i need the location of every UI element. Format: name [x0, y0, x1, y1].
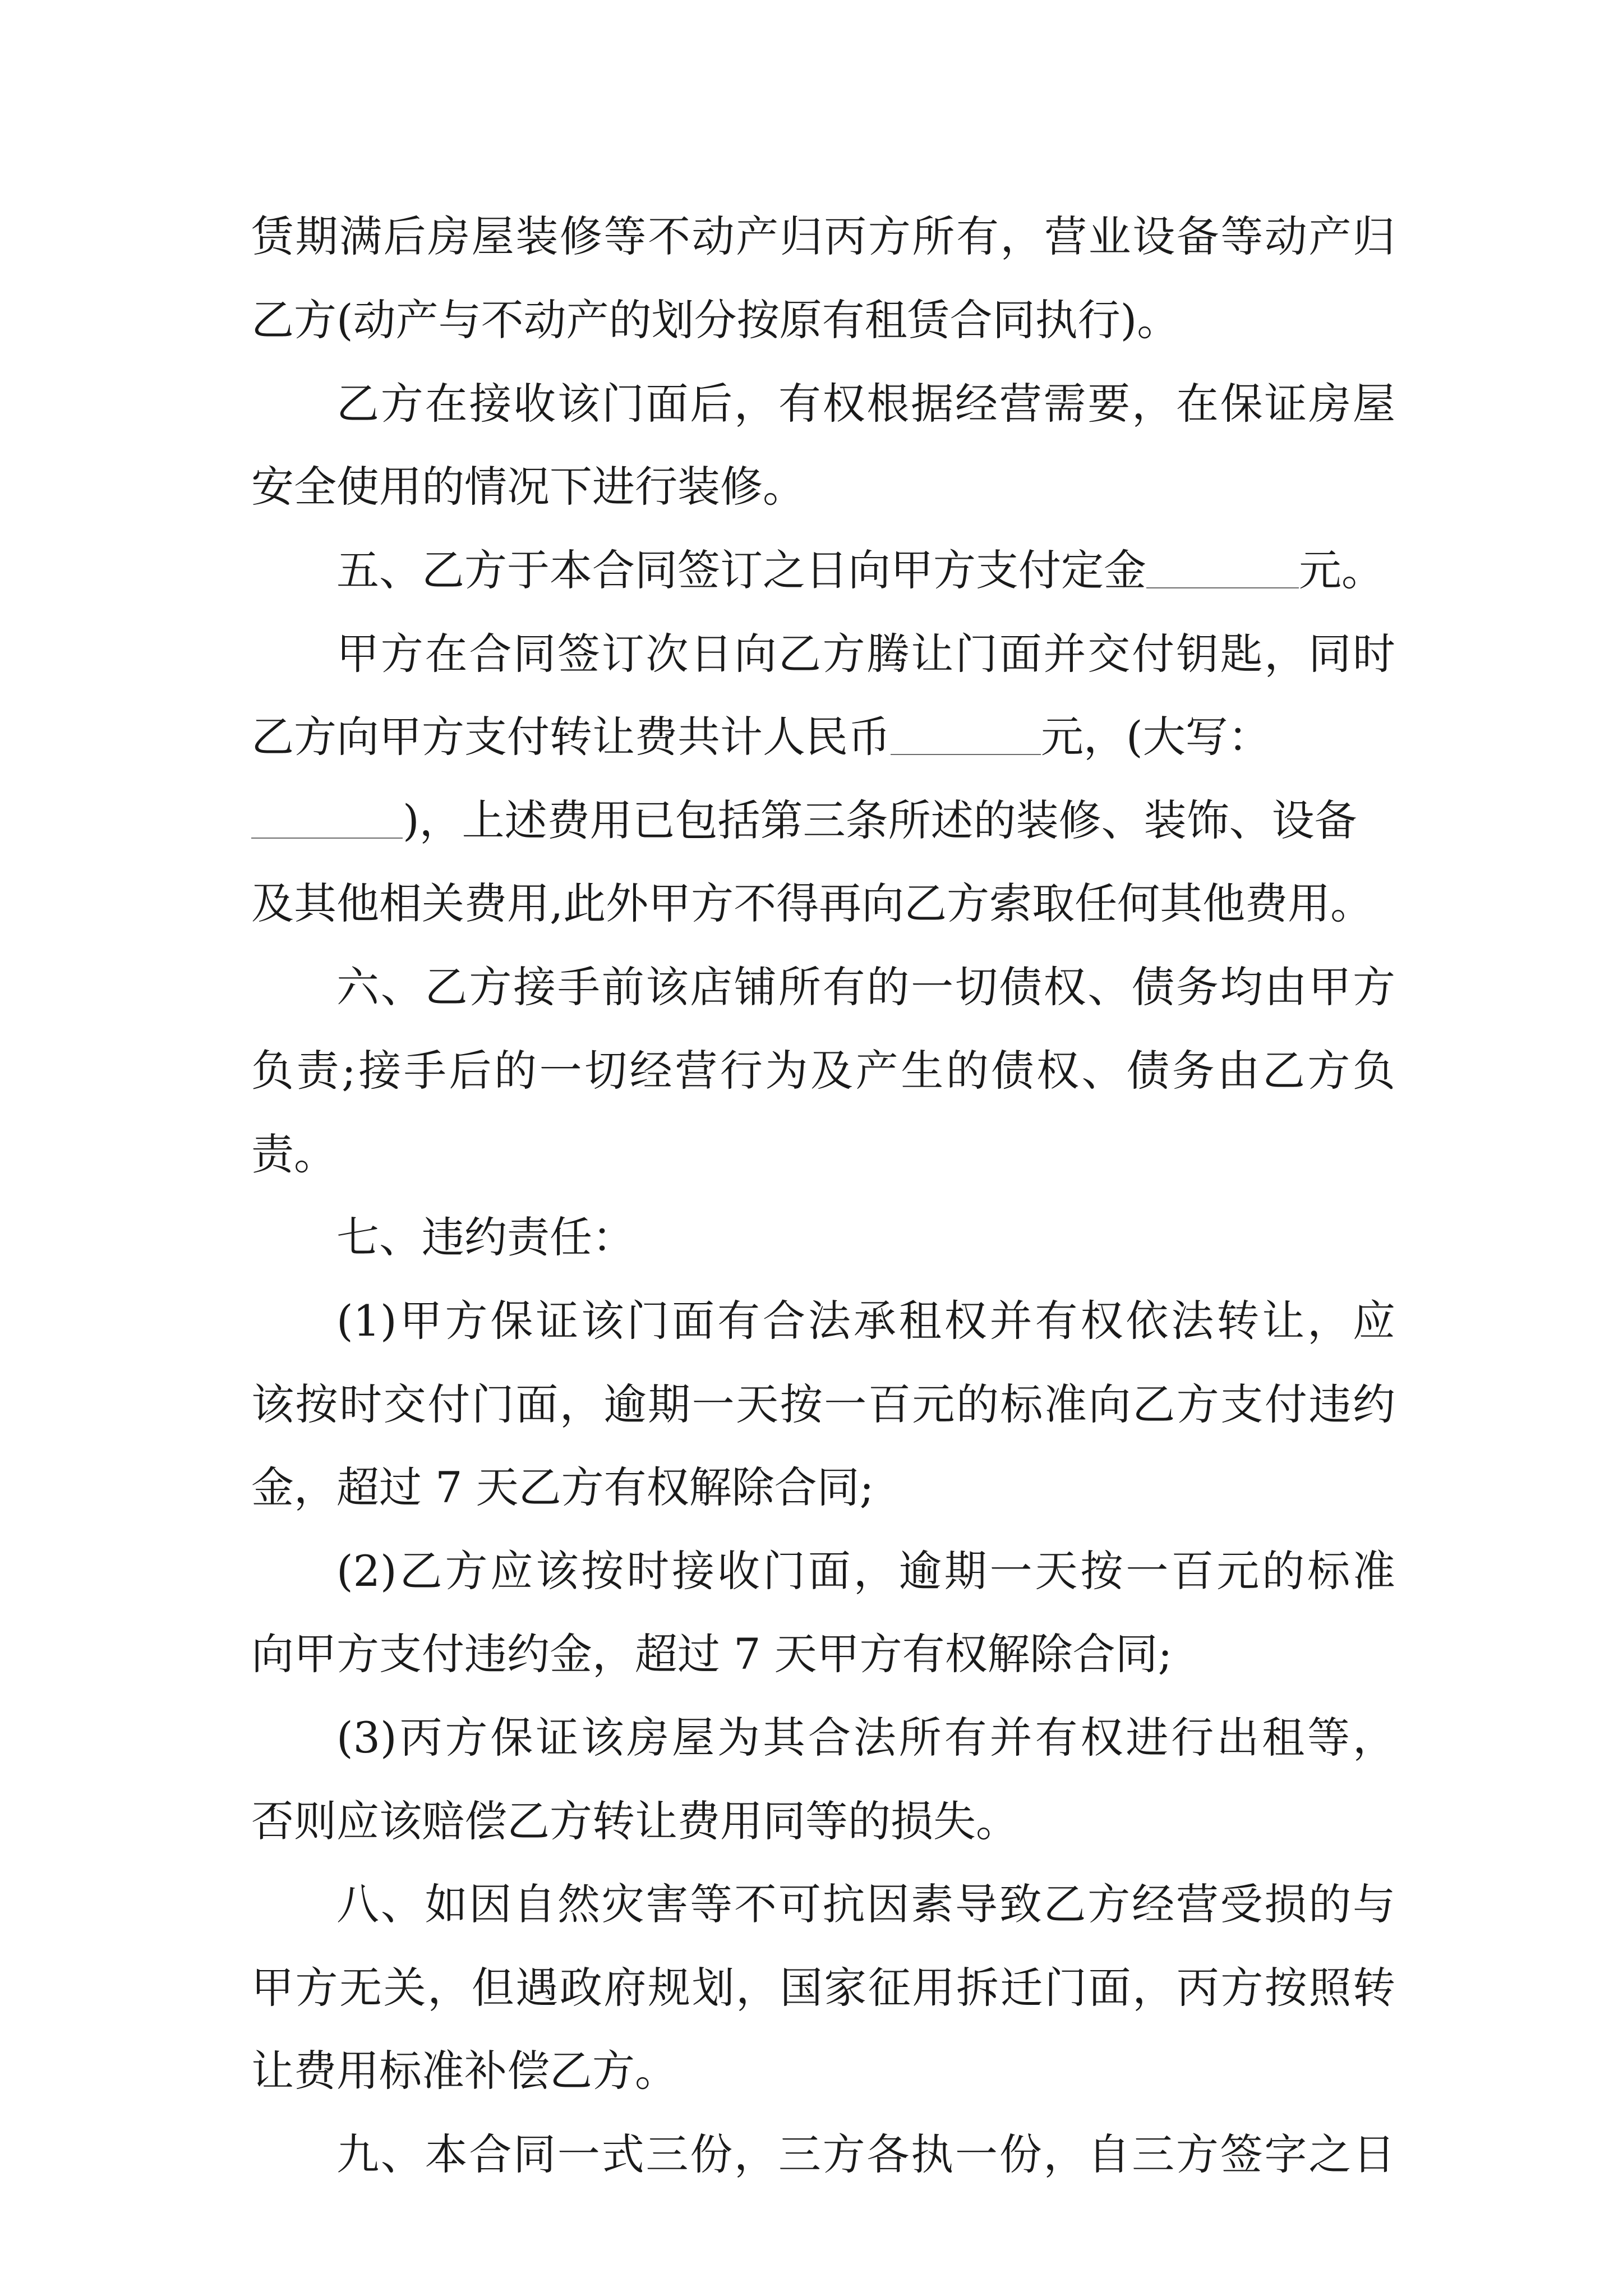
text-line: 乙方(动产与不动产的划分按原有租赁合同执行)。: [251, 295, 1180, 345]
text-line: 九、本合同一式三份，三方各执一份，自三方签字之日: [336, 2129, 1395, 2179]
text-line: 及其他相关费用,此外甲方不得再向乙方索取任何其他费用。: [251, 878, 1373, 928]
transfer-fee-blank: [891, 715, 1041, 755]
text-line: (2)乙方应该按时接收门面，逾期一天按一百元的标准: [336, 1546, 1395, 1596]
text-line: 让费用标准补偿乙方。: [251, 2046, 677, 2096]
text-line: 赁期满后房屋装修等不动产归丙方所有，营业设备等动产归: [251, 211, 1395, 261]
deposit-amount-blank: [1146, 548, 1299, 588]
fee-scope-text: )，上述费用已包括第三条所述的装修、装饰、设备: [403, 795, 1357, 845]
text-line: 六、乙方接手前该店铺所有的一切债权、债务均由甲方: [336, 962, 1395, 1012]
text-line: 安全使用的情况下进行装修。: [251, 462, 805, 512]
transfer-fee-text: 乙方向甲方支付转让费共计人民币: [251, 712, 891, 762]
text-line: (1)甲方保证该门面有合法承租权并有权依法转让，应: [336, 1296, 1395, 1346]
text-line: [336, 542, 1395, 599]
amount-in-words-blank: [251, 798, 403, 839]
clause-5-text: 五、乙方于本合同签订之日向甲方支付定金: [336, 545, 1146, 595]
text-line: 金，超过 7 天乙方有权解除合同;: [251, 1462, 874, 1512]
text-line: 八、如因自然灾害等不可抗因素导致乙方经营受损的与: [336, 1879, 1395, 1929]
text-line: [251, 793, 1395, 849]
text-line: 否则应该赔偿乙方转让费用同等的损失。: [251, 1796, 1018, 1846]
text-line: 向甲方支付违约金，超过 7 天甲方有权解除合同;: [251, 1629, 1173, 1679]
section-heading: 七、违约责任：: [336, 1212, 635, 1262]
text-line: 该按时交付门面，逾期一天按一百元的标准向乙方支付违约: [251, 1379, 1395, 1429]
text-line: 负责;接手后的一切经营行为及产生的债权、债务由乙方负: [251, 1046, 1395, 1096]
text-line: (3)丙方保证该房屋为其合法所有并有权进行出租等，: [336, 1713, 1395, 1763]
text-line: [251, 709, 1395, 765]
text-line: 甲方无关，但遇政府规划，国家征用拆迁门面，丙方按照转: [251, 1963, 1395, 2013]
text-line: 甲方在合同签订次日向乙方腾让门面并交付钥匙，同时: [336, 629, 1395, 679]
text-line: 责。: [251, 1129, 336, 1179]
clause-5-unit: 元。: [1299, 545, 1384, 595]
transfer-fee-unit: 元，(大写：: [1041, 712, 1271, 762]
text-line: 乙方在接收该门面后，有权根据经营需要，在保证房屋: [336, 379, 1395, 429]
